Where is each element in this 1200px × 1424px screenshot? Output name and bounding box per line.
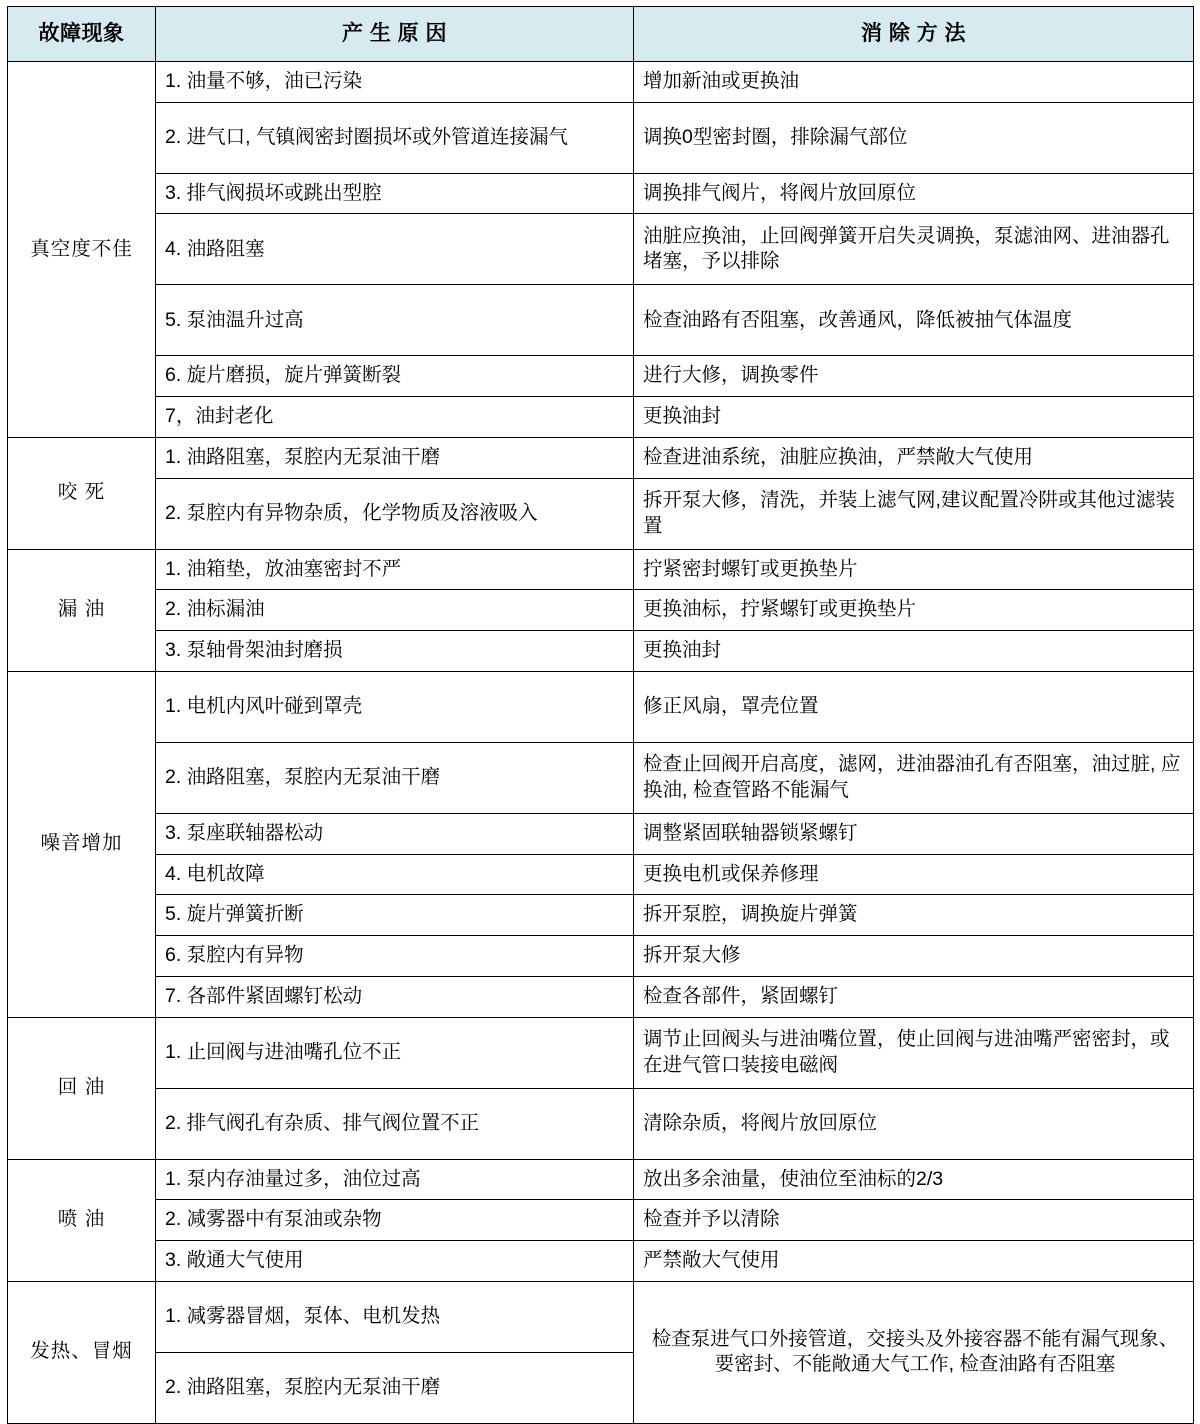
- cause-cell: 2. 油标漏油: [156, 590, 634, 631]
- table-row: [8, 549, 1194, 590]
- table-row: [8, 1088, 1194, 1159]
- table-row: [8, 1281, 1194, 1352]
- table-header: [8, 7, 1194, 62]
- cause-cell: 5. 泵油温升过高: [156, 285, 634, 356]
- cause-cell: 1. 油路阻塞，泵腔内无泵油干磨: [156, 437, 634, 478]
- phenomenon-cell: 咬 死: [8, 437, 156, 549]
- remedy-cell: 严禁敞大气使用: [634, 1241, 1194, 1282]
- cause-cell: 1. 油箱垫，放油塞密封不严: [156, 549, 634, 590]
- remedy-cell: 检查并予以清除: [634, 1200, 1194, 1241]
- remedy-cell: 检查油路有否阻塞，改善通风，降低被抽气体温度: [634, 285, 1194, 356]
- fault-troubleshooting-table: [7, 6, 1194, 1424]
- table-row: [8, 1200, 1194, 1241]
- table-row: [8, 437, 1194, 478]
- cause-cell: 1. 油量不够，油已污染: [156, 62, 634, 103]
- table-row: [8, 356, 1194, 397]
- table-row: [8, 285, 1194, 356]
- phenomenon-cell: 噪音增加: [8, 671, 156, 1017]
- table-row: [8, 742, 1194, 813]
- table-row: [8, 1159, 1194, 1200]
- cause-cell: 1. 电机内风叶碰到罩壳: [156, 671, 634, 742]
- remedy-cell: 清除杂质，将阀片放回原位: [634, 1088, 1194, 1159]
- table-header-row: [8, 7, 1194, 62]
- cause-cell: 2. 减雾器中有泵油或杂物: [156, 1200, 634, 1241]
- phenomenon-cell: 真空度不佳: [8, 62, 156, 438]
- cause-cell: 3. 敞通大气使用: [156, 1241, 634, 1282]
- cause-cell: 7，油封老化: [156, 397, 634, 438]
- remedy-cell: 检查进油系统，油脏应换油，严禁敞大气使用: [634, 437, 1194, 478]
- cause-cell: 3. 排气阀损坏或跳出型腔: [156, 173, 634, 214]
- table-row: [8, 478, 1194, 549]
- table-row: [8, 102, 1194, 173]
- cause-cell: 6. 泵腔内有异物: [156, 936, 634, 977]
- table-row: [8, 1017, 1194, 1088]
- remedy-cell: 更换油标，拧紧螺钉或更换垫片: [634, 590, 1194, 631]
- remedy-cell: 调节止回阀头与进油嘴位置，使止回阀与进油嘴严密密封，或在进气管口装接电磁阀: [634, 1017, 1194, 1088]
- remedy-cell: 拆开泵大修: [634, 936, 1194, 977]
- remedy-cell: 拆开泵腔，调换旋片弹簧: [634, 895, 1194, 936]
- column-header-cause: 产 生 原 因: [156, 7, 634, 62]
- table-row: [8, 895, 1194, 936]
- remedy-cell: 进行大修，调换零件: [634, 356, 1194, 397]
- remedy-cell: 调整紧固联轴器锁紧螺钉: [634, 813, 1194, 854]
- phenomenon-cell: 漏 油: [8, 549, 156, 671]
- table-row: [8, 397, 1194, 438]
- cause-cell: 6. 旋片磨损，旋片弹簧断裂: [156, 356, 634, 397]
- cause-cell: 2. 油路阻塞，泵腔内无泵油干磨: [156, 1352, 634, 1423]
- cause-cell: 1. 减雾器冒烟，泵体、电机发热: [156, 1281, 634, 1352]
- phenomenon-cell: 回 油: [8, 1017, 156, 1159]
- column-header-remedy: 消 除 方 法: [634, 7, 1194, 62]
- remedy-cell: 更换电机或保养修理: [634, 854, 1194, 895]
- cause-cell: 1. 泵内存油量过多，油位过高: [156, 1159, 634, 1200]
- remedy-cell: 检查止回阀开启高度，滤网，进油器油孔有否阻塞，油过脏, 应换油, 检查管路不能漏气: [634, 742, 1194, 813]
- remedy-cell: 拆开泵大修，清洗，并装上滤气网,建议配置冷阱或其他过滤装置: [634, 478, 1194, 549]
- cause-cell: 4. 电机故障: [156, 854, 634, 895]
- table-row: [8, 631, 1194, 672]
- cause-cell: 2. 排气阀孔有杂质、排气阀位置不正: [156, 1088, 634, 1159]
- cause-cell: 3. 泵轴骨架油封磨损: [156, 631, 634, 672]
- cause-cell: 1. 止回阀与进油嘴孔位不正: [156, 1017, 634, 1088]
- phenomenon-cell: 发热、冒烟: [8, 1281, 156, 1423]
- table-row: [8, 173, 1194, 214]
- table-row: [8, 590, 1194, 631]
- remedy-cell: 更换油封: [634, 631, 1194, 672]
- cause-cell: 2. 泵腔内有异物杂质，化学物质及溶液吸入: [156, 478, 634, 549]
- table-body: [8, 62, 1194, 1424]
- phenomenon-cell: 喷 油: [8, 1159, 156, 1281]
- table-row: [8, 1241, 1194, 1282]
- cause-cell: 4. 油路阻塞: [156, 214, 634, 285]
- remedy-cell: 调换0型密封圈，排除漏气部位: [634, 102, 1194, 173]
- table-row: [8, 976, 1194, 1017]
- remedy-cell: 调换排气阀片，将阀片放回原位: [634, 173, 1194, 214]
- table-row: [8, 671, 1194, 742]
- remedy-cell: 油脏应换油，止回阀弹簧开启失灵调换，泵滤油网、进油器孔堵塞，予以排除: [634, 214, 1194, 285]
- document-page: [0, 6, 1200, 1398]
- table-row: [8, 854, 1194, 895]
- remedy-cell: 更换油封: [634, 397, 1194, 438]
- cause-cell: 2. 油路阻塞，泵腔内无泵油干磨: [156, 742, 634, 813]
- remedy-cell: 拧紧密封螺钉或更换垫片: [634, 549, 1194, 590]
- remedy-cell: 放出多余油量，使油位至油标的2/3: [634, 1159, 1194, 1200]
- table-row: [8, 62, 1194, 103]
- column-header-phenomenon: 故障现象: [8, 7, 156, 62]
- table-row: [8, 936, 1194, 977]
- cause-cell: 7. 各部件紧固螺钉松动: [156, 976, 634, 1017]
- cause-cell: 3. 泵座联轴器松动: [156, 813, 634, 854]
- table-row: [8, 813, 1194, 854]
- cause-cell: 2. 进气口, 气镇阀密封圈损坏或外管道连接漏气: [156, 102, 634, 173]
- remedy-cell: 检查各部件，紧固螺钉: [634, 976, 1194, 1017]
- table-row: [8, 214, 1194, 285]
- remedy-cell: 修正风扇，罩壳位置: [634, 671, 1194, 742]
- cause-cell: 5. 旋片弹簧折断: [156, 895, 634, 936]
- remedy-cell: 检查泵进气口外接管道，交接头及外接容器不能有漏气现象、要密封、不能敞通大气工作, 检查油路有否阻塞: [634, 1281, 1194, 1423]
- remedy-cell: 增加新油或更换油: [634, 62, 1194, 103]
